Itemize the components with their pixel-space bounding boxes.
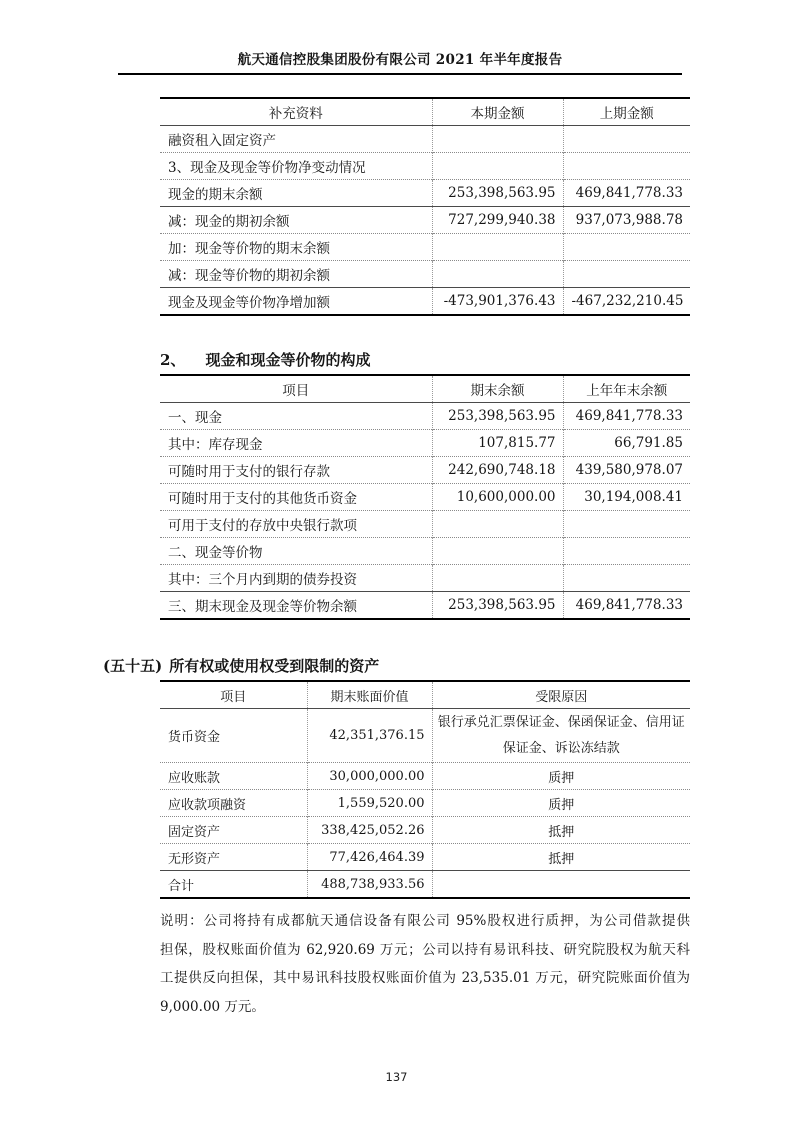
table-row: [160, 592, 690, 620]
restriction-reason-cell: 银行承兑汇票保证金、保函保证金、信用证保证金、诉讼冻结款: [432, 709, 690, 763]
prior-amount-cell: -467,232,210.45: [563, 288, 690, 316]
explanatory-note: [160, 907, 690, 1021]
label-cell: 其中：三个月内到期的债券投资: [160, 565, 432, 592]
note-line: 说明：公司将持有成都航天通信设备有限公司 95%股权进行质押，为公司借款提供: [160, 913, 690, 929]
page-number: 137: [385, 1070, 408, 1084]
column-header: 期末余额: [432, 375, 563, 403]
table-row: [160, 180, 690, 207]
restriction-reason-cell: 抵押: [432, 844, 690, 871]
table-row: [160, 484, 690, 511]
table-row: [160, 153, 690, 180]
table-row: [160, 403, 690, 430]
table-row: [160, 763, 690, 790]
table-header-row: [160, 98, 690, 126]
closing-balance-cell: [432, 565, 563, 592]
column-header: 上期金额: [563, 98, 690, 126]
restricted-assets-table: [160, 680, 690, 899]
column-header: 本期金额: [432, 98, 563, 126]
section-title: 所有权或使用权受到限制的资产: [169, 657, 380, 675]
section-title: 现金和现金等价物的构成: [205, 351, 371, 369]
label-cell: 3、现金及现金等价物净变动情况: [160, 153, 432, 180]
book-value-cell: 488,738,933.56: [307, 871, 432, 899]
section-number: 2、: [160, 351, 186, 369]
prior-amount-cell: [563, 153, 690, 180]
prior-amount-cell: 937,073,988.78: [563, 207, 690, 234]
column-header: 受限原因: [432, 681, 690, 709]
label-cell: 融资租入固定资产: [168, 133, 276, 149]
label-cell: 减：现金的期初余额: [160, 207, 432, 234]
table-row: [160, 511, 690, 538]
column-header: 上年年末余额: [563, 375, 690, 403]
table-row: [160, 817, 690, 844]
section-heading-cash-composition: [160, 348, 793, 372]
label-cell: 可随时用于支付的其他货币资金: [160, 484, 432, 511]
note-line: 9,000.00 万元。: [160, 998, 265, 1015]
prior-year-balance-cell: [563, 565, 690, 592]
label-cell: 加：现金等价物的期末余额: [160, 234, 432, 261]
prior-year-balance-cell: [563, 538, 690, 565]
table-row: [160, 565, 690, 592]
prior-amount-cell: [563, 234, 690, 261]
table-row: [160, 234, 690, 261]
book-value-cell: 77,426,464.39: [307, 844, 432, 871]
label-cell: 减：现金等价物的期初余额: [160, 261, 432, 288]
label-cell: 三、期末现金及现金等价物余额: [160, 592, 432, 620]
book-value-cell: 42,351,376.15: [307, 709, 432, 763]
restriction-reason-cell: 质押: [432, 763, 690, 790]
table-row: [160, 709, 690, 763]
column-header: 项目: [160, 681, 307, 709]
item-cell: 应收账款: [160, 763, 307, 790]
closing-balance-cell: [432, 511, 563, 538]
column-header: 补充资料: [160, 98, 432, 126]
table-row: [160, 538, 690, 565]
table-row: [160, 261, 690, 288]
item-cell: 合计: [160, 871, 307, 899]
prior-year-balance-cell: 469,841,778.33: [563, 592, 690, 620]
label-cell: 一、现金: [168, 410, 222, 426]
item-cell: 无形资产: [160, 844, 307, 871]
table-header-row: [160, 681, 690, 709]
column-header: 项目: [160, 375, 432, 403]
current-amount-cell: 727,299,940.38: [432, 207, 563, 234]
table-header-row: [160, 375, 690, 403]
report-header-title: 航天通信控股集团股份有限公司 2021 年半年度报告: [118, 0, 682, 75]
item-cell: 货币资金: [168, 730, 221, 745]
item-cell: 应收款项融资: [160, 790, 307, 817]
current-amount-cell: 253,398,563.95: [432, 180, 563, 207]
note-line: 担保，股权账面价值为 62,920.69 万元；公司以持有易讯科技、研究院股权为航天科: [160, 941, 690, 958]
restriction-reason-cell: 质押: [432, 790, 690, 817]
current-amount-cell: [432, 234, 563, 261]
prior-amount-cell: 469,841,778.33: [563, 180, 690, 207]
table-row: [160, 430, 690, 457]
closing-balance-cell: 253,398,563.95: [432, 592, 563, 620]
restriction-reason-cell: [432, 871, 690, 899]
prior-year-balance-cell: 66,791.85: [563, 430, 690, 457]
table-row: [160, 457, 690, 484]
current-amount-cell: [432, 153, 563, 180]
prior-year-balance-cell: 469,841,778.33: [563, 403, 690, 430]
label-cell: 可随时用于支付的银行存款: [160, 457, 432, 484]
table-row: [160, 871, 690, 899]
label-cell: 现金及现金等价物净增加额: [160, 288, 432, 316]
prior-year-balance-cell: 439,580,978.07: [563, 457, 690, 484]
closing-balance-cell: 242,690,748.18: [432, 457, 563, 484]
label-cell: 可用于支付的存放中央银行款项: [160, 511, 432, 538]
table-row: [160, 126, 690, 153]
cash-composition-table: [160, 374, 690, 620]
column-header: 期末账面价值: [307, 681, 432, 709]
book-value-cell: 30,000,000.00: [307, 763, 432, 790]
prior-amount-cell: [563, 126, 690, 153]
label-cell: 其中：库存现金: [160, 430, 432, 457]
current-amount-cell: -473,901,376.43: [432, 288, 563, 316]
prior-year-balance-cell: 30,194,008.41: [563, 484, 690, 511]
closing-balance-cell: 253,398,563.95: [432, 403, 563, 430]
book-value-cell: 338,425,052.26: [307, 817, 432, 844]
current-amount-cell: [432, 261, 563, 288]
book-value-cell: 1,559,520.00: [307, 790, 432, 817]
table-row: [160, 207, 690, 234]
table-row: [160, 844, 690, 871]
item-cell: 固定资产: [160, 817, 307, 844]
closing-balance-cell: [432, 538, 563, 565]
supplementary-info-table: [160, 97, 690, 316]
closing-balance-cell: 107,815.77: [432, 430, 563, 457]
table-row: [160, 288, 690, 316]
section-heading-restricted-assets: [103, 654, 793, 678]
prior-amount-cell: [563, 261, 690, 288]
table-row: [160, 790, 690, 817]
note-line: 工提供反向担保，其中易讯科技股权账面价值为 23,535.01 万元，研究院账面价值为: [160, 970, 690, 986]
label-cell: 二、现金等价物: [160, 538, 432, 565]
current-amount-cell: [432, 126, 563, 153]
closing-balance-cell: 10,600,000.00: [432, 484, 563, 511]
restriction-reason-cell: 抵押: [432, 817, 690, 844]
prior-year-balance-cell: [563, 511, 690, 538]
label-cell: 现金的期末余额: [160, 180, 432, 207]
section-number: (五十五): [103, 657, 163, 675]
